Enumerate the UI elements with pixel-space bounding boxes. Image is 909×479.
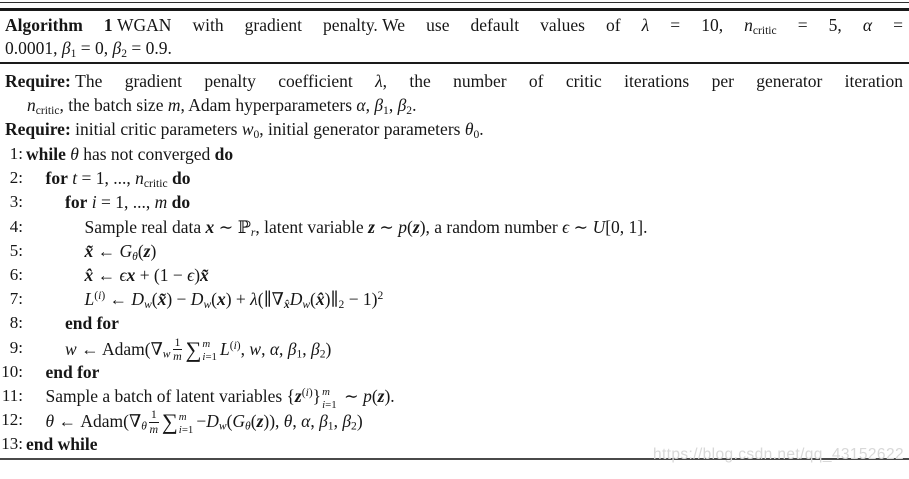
line-number: 7: xyxy=(9,289,23,309)
line-number: 5: xyxy=(9,240,23,260)
caption-line-1: Algorithm 1 WGAN with gradient penalty. We use default values of λ = 10, $n_{critic} = 5$, α = xyxy=(5,15,903,37)
line-content: while θ has not converged do xyxy=(26,144,234,164)
algorithm-body xyxy=(0,142,903,456)
line-content: Sample a batch of latent variables $\{z^{(i)}\}$ m i=1 ∼ p(z). xyxy=(45,385,395,411)
require-statement-2: Require: initial critic parameters $w_0$, initial generator parameters $\theta_0$. xyxy=(5,119,484,141)
algo-line-8 xyxy=(0,311,903,335)
algo-line-9 xyxy=(0,334,903,364)
line-content: x̂ ← ϵx + (1 − ϵ)x̃ xyxy=(84,264,209,285)
algo-line-3 xyxy=(0,190,903,214)
line-content: for i = 1, ..., m do xyxy=(65,192,191,213)
line-content: for t = 1, ..., $n_{critic}$ do xyxy=(45,168,191,191)
line-content: θ ← $Adam(\nabla_\theta$ $\frac{1}{m}$ ∑ m i=1 $-D_w(G_\theta(z))$, θ, α, $\beta_1$, $\beta_2$) xyxy=(45,407,363,436)
require-statement-1-line-2: $n_{critic}$, the batch size m, Adam hyperparameters α, $\beta_1$, $\beta_2$. xyxy=(27,95,417,117)
line-number: 3: xyxy=(9,192,23,212)
requirements-block xyxy=(5,69,903,141)
line-number: 9: xyxy=(9,337,23,357)
watermark-url: https://blog.csdn.net/qq_43152622 xyxy=(652,446,904,463)
algo-line-11 xyxy=(0,384,903,411)
caption-separator-rule xyxy=(0,62,909,64)
algorithm-caption xyxy=(5,14,903,60)
algo-line-4 xyxy=(0,215,903,239)
algo-line-7 xyxy=(0,287,903,311)
line-number: 6: xyxy=(9,264,23,284)
require-statement-1-line-1: Require: The gradient penalty coefficient λ, the number of critic iterations per generator iteration xyxy=(5,71,903,91)
line-number: 10: xyxy=(1,361,23,381)
line-number: 13: xyxy=(1,434,23,454)
line-content: end for xyxy=(45,361,100,382)
line-content: end for xyxy=(65,313,119,334)
line-content: x̃ ← $G_\theta(z)$ xyxy=(84,240,157,263)
line-content: end while xyxy=(26,434,98,455)
top-thick-rule xyxy=(0,8,909,11)
algo-line-6 xyxy=(0,263,903,287)
line-number: 8: xyxy=(9,313,23,333)
line-content: w ← $Adam(\nabla_w$ $\frac{1}{m}$ ∑ m i=1 $L^{(i)}$, w, α, $\beta_1$, $\beta_2$) xyxy=(65,334,332,364)
algo-line-2 xyxy=(0,166,903,190)
algo-line-12 xyxy=(0,407,903,436)
top-thin-rule xyxy=(0,2,909,3)
caption-line-2: 0.0001, $\beta_1 = 0$, $\beta_2 = 0.9$. xyxy=(5,38,172,60)
algo-line-10 xyxy=(0,360,903,384)
line-number: 11: xyxy=(1,385,23,405)
line-number: 12: xyxy=(1,410,23,430)
line-number: 1: xyxy=(9,144,23,163)
line-number: 4: xyxy=(9,216,23,236)
algo-line-5 xyxy=(0,239,903,263)
line-content: Sample real data x ∼ ℙ$_r$, latent variable z ∼ p(z), a random number ϵ ∼ U[0, 1]. xyxy=(84,216,648,239)
line-number: 2: xyxy=(9,168,23,188)
algo-line-1 xyxy=(0,142,903,166)
line-content: $L^{(i)}$ ← $D_w(x̃) - D_w(x)$ + $\lambda(\parallel\nabla_{x̂}D_w(x̂)\parallel_2 - 1)^2$ xyxy=(84,289,384,311)
